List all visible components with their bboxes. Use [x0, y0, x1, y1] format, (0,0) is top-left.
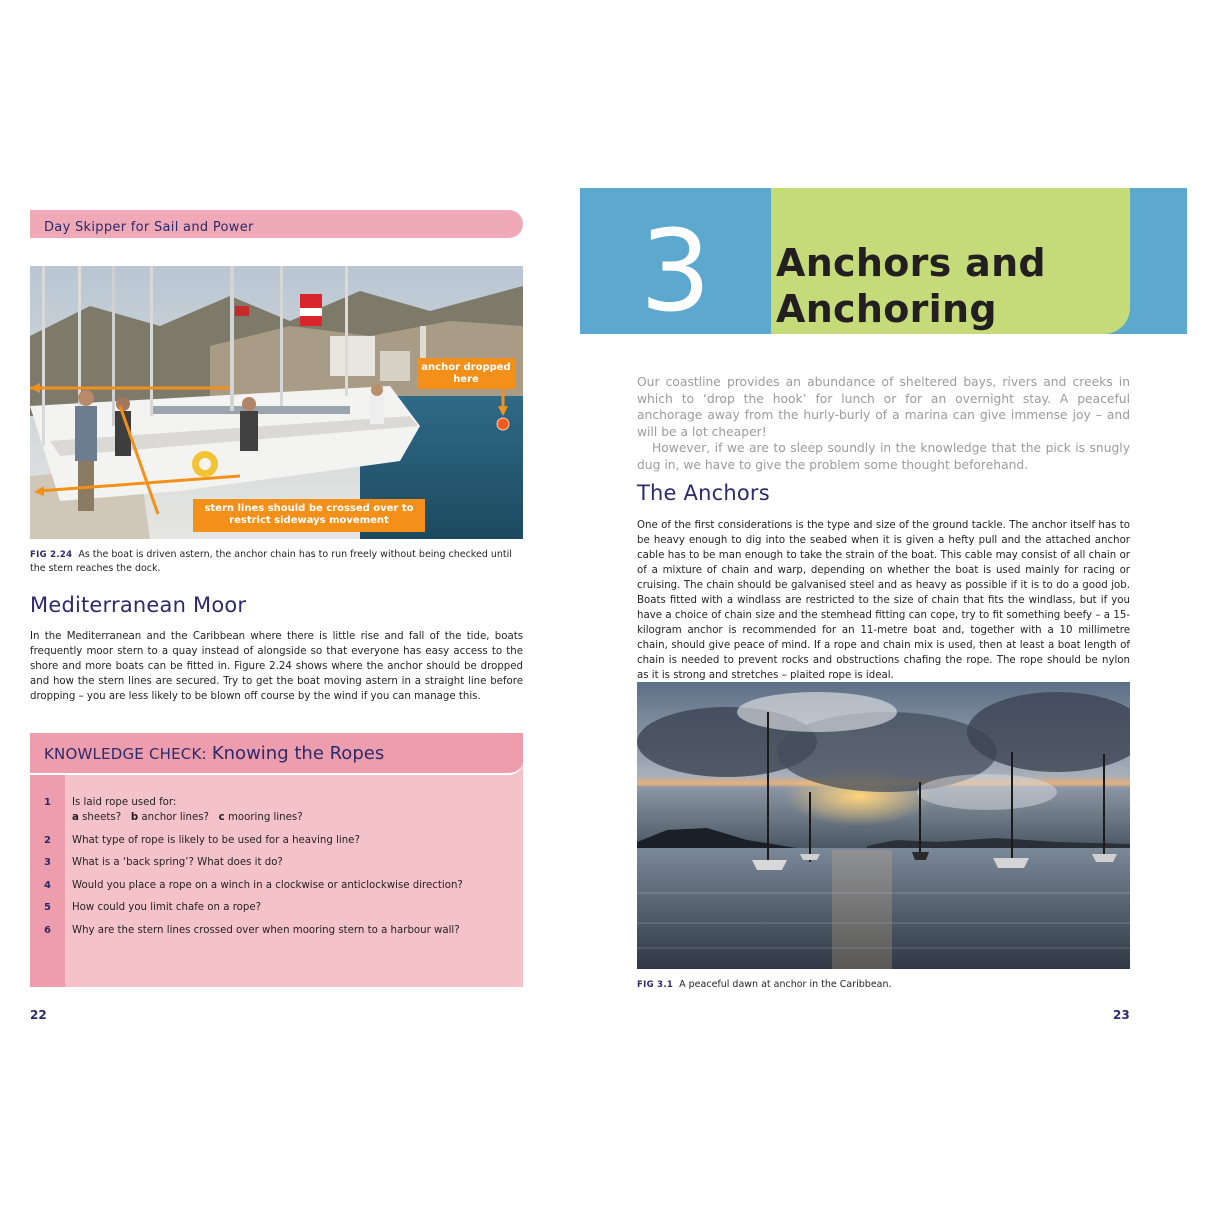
section-body-the-anchors: One of the first considerations is the type and size of the ground tackle. The anchor itself has to be heavy enough to dig into the seabed when it is given a hefty pull and the attached anchor cable has to be man enough to take the strain of the boat. This cable may consist of all chain or of a mixture of chain and warp, depending on whether the boat is used mainly for racing or cruising. The chain should be galvanised steel and as heavy as possible if it is to do a good job. Boats fitted with a windlass are restricted to the size of chain that fits the windlass, but if you have a choice of chain size and the stemhead fitting can cope, try to fit something beefy – a 15-kilogram anchor is recommended for an 11-metre boat and, together with a 10 millimetre chain, should give peace of mind. If a rope and chain mix is used, then at least a boat length of chain is needed to prevent rocks and obstructions chafing the rope. The rope should be nylon as it is strong and stretches – plaited rope is ideal. [637, 520, 1130, 681]
chapter-title-line1: Anchors and [776, 241, 1046, 285]
option-text: mooring lines? [227, 812, 303, 823]
question-text: Why are the stern lines crossed over when mooring stern to a harbour wall? [72, 925, 460, 936]
caption-label: FIG 2.24 [30, 550, 73, 560]
caption-label: FIG 3.1 [637, 980, 674, 990]
option-text: anchor lines? [141, 812, 209, 823]
caribbean-dawn-photo [637, 682, 1130, 969]
page-number-right: 23 [1113, 1008, 1130, 1022]
question-number: 3 [44, 857, 51, 868]
section-body-mediterranean-moor: In the Mediterranean and the Caribbean where there is little rise and fall of the tide, boats frequently moor stern to a quay instead of alongside so that everyone has easy access to the shore and more boats can be fitted in. Figure 2.24 shows where the anchor should be dropped and how the stern lines are secured. Try to get the boat moving astern in a straight line before dropping – you are less likely to be blown off course by the wind if you can manage this. [30, 631, 523, 702]
chapter-title-line2: Anchoring [776, 287, 997, 331]
figure-caption-2-24 [30, 548, 523, 575]
running-header [30, 210, 523, 238]
question-1 [30, 795, 510, 827]
option-letter: b [130, 812, 139, 823]
question-number: 1 [44, 797, 51, 808]
knowledge-check-header [30, 733, 523, 775]
marina-mooring-photo [30, 266, 523, 539]
intro-paragraph-2: However, if we are to sleep soundly in the knowledge that the pick is snugly dug in, we have to give the problem some thought beforehand. [637, 441, 1130, 472]
question-text: What type of rope is likely to be used for a heaving line? [72, 835, 360, 846]
question-text: What is a ‘back spring’? What does it do? [72, 857, 283, 868]
knowledge-check-title: Knowing the Ropes [211, 743, 385, 764]
chapter-intro [637, 374, 1130, 473]
section-title-mediterranean-moor: Mediterranean Moor [30, 593, 247, 617]
caption-text: As the boat is driven astern, the anchor chain has to run freely without being checked until the stern reaches the dock. [30, 549, 512, 574]
page-number-left: 22 [30, 1008, 47, 1022]
question-number: 6 [44, 925, 51, 936]
knowledge-check-label: KNOWLEDGE CHECK: [44, 745, 207, 763]
option-letter: a [72, 812, 79, 823]
question-number: 5 [44, 902, 51, 913]
option-letter: c [218, 812, 225, 823]
intro-paragraph-1: Our coastline provides an abundance of sheltered bays, rivers and creeks in which to ‘drop the hook’ for lunch or for an overnight stay. A peaceful anchorage away from the hurly-burly of a marina can give immense joy – and will be a lot cheaper! [637, 375, 1130, 439]
section-title-the-anchors: The Anchors [637, 481, 770, 505]
question-number: 2 [44, 835, 51, 846]
figure-caption-3-1 [637, 978, 1130, 992]
caption-text: A peaceful dawn at anchor in the Caribbean. [679, 979, 892, 990]
chapter-title [776, 240, 1046, 332]
question-text: How could you limit chafe on a rope? [72, 902, 262, 913]
question-options [72, 810, 303, 825]
callout-stern-lines: stern lines should be crossed over to restrict sideways movement [193, 499, 425, 532]
question-number: 4 [44, 880, 51, 891]
running-header-text: Day Skipper for Sail and Power [44, 220, 254, 235]
callout-anchor-dropped: anchor dropped here [417, 358, 515, 389]
question-text: Would you place a rope on a winch in a clockwise or anticlockwise direction? [72, 880, 463, 891]
chapter-number: 3 [639, 207, 712, 337]
option-text: sheets? [82, 812, 122, 823]
dawn-photo-image [637, 682, 1130, 969]
question-text: Is laid rope used for: [72, 797, 177, 808]
